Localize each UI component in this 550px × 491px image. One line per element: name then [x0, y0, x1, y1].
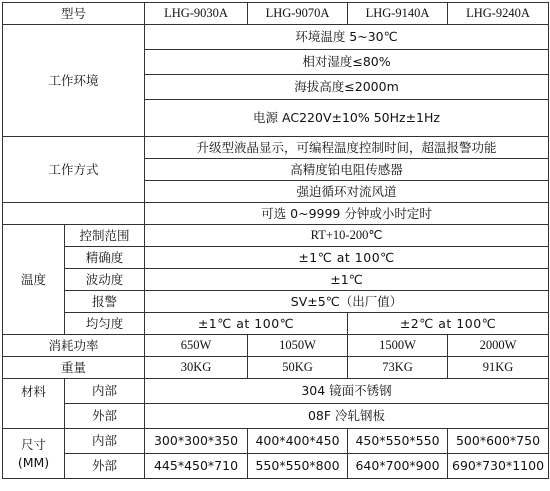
power-label: 消耗功率 — [3, 335, 145, 357]
size-row — [3, 429, 549, 454]
temperature-row — [3, 291, 549, 313]
size-outer-value: 550*550*800 — [248, 454, 348, 479]
material-outer-label: 外部 — [65, 404, 145, 429]
material-outer-value: 08F 冷轧钢板 — [145, 404, 549, 429]
size-inner-value: 400*400*450 — [248, 429, 348, 454]
uniformity-large-value: ±2℃ at 100℃ — [348, 313, 549, 335]
power-supply: 电源 AC220V±10% 50Hz±1Hz — [145, 100, 549, 137]
weight-value: 73KG — [348, 357, 448, 379]
altitude: 海拔高度≤2000m — [145, 75, 549, 100]
spec-table — [2, 2, 549, 479]
model-9240a: LHG-9240A — [448, 3, 549, 25]
material-row — [3, 379, 549, 404]
working-mode-row — [3, 137, 549, 159]
alarm-value: SV±5℃（出厂值） — [145, 291, 549, 313]
fluctuation-label: 波动度 — [65, 269, 145, 291]
size-inner-value: 300*300*350 — [145, 429, 248, 454]
fluctuation-value: ±1℃ — [145, 269, 549, 291]
size-outer-label: 外部 — [65, 454, 145, 479]
uniformity-label: 均匀度 — [65, 313, 145, 335]
working-mode-label: 工作方式 — [3, 137, 145, 203]
size-label-line2: (MM) — [17, 454, 50, 470]
sensor-feature: 高精度铂电阻传感器 — [145, 159, 549, 181]
control-range-label: 控制范围 — [65, 225, 145, 247]
temperature-label: 温度 — [3, 225, 65, 335]
power-value: 650W — [145, 335, 248, 357]
power-value: 1500W — [348, 335, 448, 357]
environment-label: 工作环境 — [3, 25, 145, 137]
power-value: 1050W — [248, 335, 348, 357]
model-9140a: LHG-9140A — [348, 3, 448, 25]
uniformity-small-value: ±1℃ at 100℃ — [145, 313, 348, 335]
size-inner-value: 500*600*750 — [448, 429, 549, 454]
control-range-value: RT+10-200℃ — [145, 225, 549, 247]
weight-label: 重量 — [3, 357, 145, 379]
size-outer-value: 690*730*1100 — [448, 454, 549, 479]
ambient-temperature: 环境温度 5~30℃ — [145, 25, 549, 50]
alarm-label: 报警 — [65, 291, 145, 313]
temperature-row — [3, 247, 549, 269]
weight-value: 30KG — [145, 357, 248, 379]
size-label-line1: 尺寸 — [20, 436, 46, 452]
temperature-row — [3, 269, 549, 291]
temperature-row — [3, 225, 549, 247]
power-row — [3, 335, 549, 357]
weight-value: 91KG — [448, 357, 549, 379]
material-label: 材料 — [3, 379, 65, 429]
power-value: 2000W — [448, 335, 549, 357]
airflow-feature: 强迫循环对流风道 — [145, 181, 549, 203]
display-feature: 升级型液晶显示，可编程温度控制时间，超温报警功能 — [145, 137, 549, 159]
weight-row — [3, 357, 549, 379]
relative-humidity: 相对湿度≤80% — [145, 50, 549, 75]
timer-row — [3, 203, 549, 225]
size-label — [3, 429, 65, 479]
size-inner-label: 内部 — [65, 429, 145, 454]
accuracy-label: 精确度 — [65, 247, 145, 269]
material-inner-label: 内部 — [65, 379, 145, 404]
size-outer-value: 445*450*710 — [145, 454, 248, 479]
timer-value: 可选 0~9999 分钟或小时定时 — [145, 203, 549, 225]
size-inner-value: 450*550*550 — [348, 429, 448, 454]
model-9070a: LHG-9070A — [248, 3, 348, 25]
model-9030a: LHG-9030A — [145, 3, 248, 25]
timer-blank — [3, 203, 145, 225]
size-row — [3, 454, 549, 479]
temperature-row — [3, 313, 549, 335]
accuracy-value: ±1℃ at 100℃ — [145, 247, 549, 269]
environment-row — [3, 25, 549, 50]
weight-value: 50KG — [248, 357, 348, 379]
model-label: 型号 — [3, 3, 145, 25]
material-inner-value: 304 镜面不锈钢 — [145, 379, 549, 404]
material-row — [3, 404, 549, 429]
header-row — [3, 3, 549, 25]
size-outer-value: 640*700*900 — [348, 454, 448, 479]
